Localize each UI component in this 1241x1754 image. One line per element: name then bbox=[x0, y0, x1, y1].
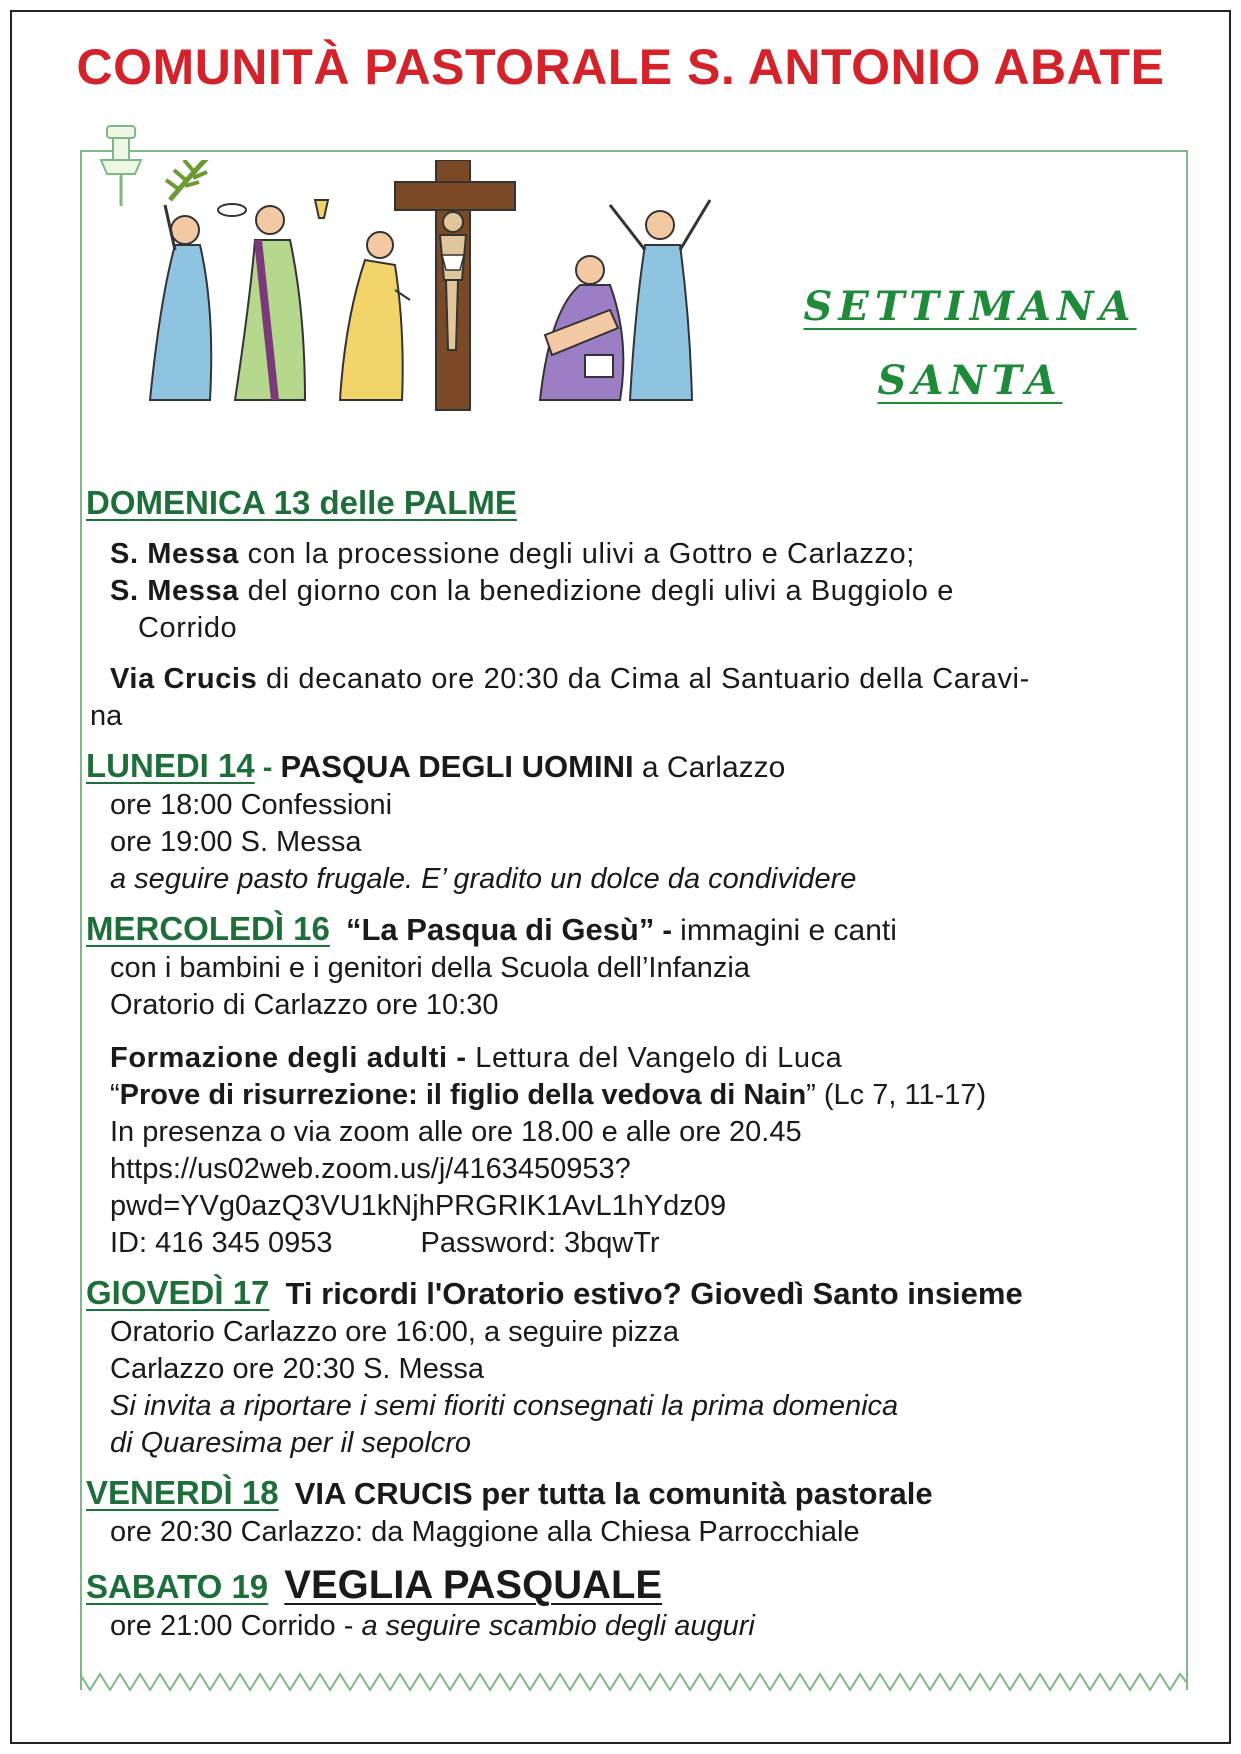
friday-line: ore 20:30 Carlazzo: da Maggione alla Chiesa Parrocchiale bbox=[110, 1516, 860, 1548]
via-crucis-text-cont: na bbox=[90, 700, 123, 732]
zigzag-border bbox=[80, 1672, 1188, 1694]
friday-heading: VENERDÌ 18 bbox=[86, 1474, 279, 1511]
wednesday-line: Oratorio di Carlazzo ore 10:30 bbox=[110, 989, 499, 1021]
formation-ref: ” (Lc 7, 11-17) bbox=[806, 1079, 987, 1111]
wednesday-line: con i bambini e i genitori della Scuola dell’Infanzia bbox=[110, 952, 750, 984]
thursday-line: Carlazzo ore 20:30 S. Messa bbox=[110, 1353, 484, 1385]
zoom-id: ID: 416 345 0953 bbox=[110, 1227, 333, 1259]
monday-line: ore 18:00 Confessioni bbox=[110, 789, 393, 821]
formation-line: In presenza o via zoom alle ore 18.00 e alle ore 20.45 bbox=[110, 1116, 802, 1148]
separator: - bbox=[254, 752, 281, 784]
thursday-line: Oratorio Carlazzo ore 16:00, a seguire pizza bbox=[110, 1316, 680, 1348]
via-crucis-text: di decanato ore 20:30 da Cima al Santuario della Caravi- bbox=[257, 663, 1030, 695]
thursday-note: Si invita a riportare i semi fioriti consegnati la prima domenica bbox=[110, 1390, 899, 1422]
thursday-event: Ti ricordi l'Oratorio estivo? Giovedì Santo insieme bbox=[285, 1276, 1023, 1311]
via-crucis-label: Via Crucis bbox=[110, 663, 258, 695]
formation-text: Lettura del Vangelo di Luca bbox=[475, 1042, 843, 1074]
saturday-event: VEGLIA PASQUALE bbox=[284, 1563, 663, 1607]
thursday-heading: GIOVEDÌ 17 bbox=[86, 1274, 270, 1311]
thursday-section bbox=[86, 1274, 1176, 1462]
wednesday-event: “La Pasqua di Gesù” bbox=[346, 912, 655, 947]
zoom-link[interactable]: https://us02web.zoom.us/j/4163450953? bbox=[110, 1153, 631, 1185]
friday-event: VIA CRUCIS per tutta la comunità pastorale bbox=[294, 1476, 933, 1511]
mass-text-cont: Corrido bbox=[138, 612, 238, 644]
formation-title: Prove di risurrezione: il figlio della vedova di Nain bbox=[119, 1079, 807, 1111]
monday-section bbox=[86, 747, 1176, 898]
quote-mark: “ bbox=[110, 1079, 120, 1111]
sunday-heading: DOMENICA 13 delle PALME bbox=[86, 484, 517, 521]
saturday-heading: SABATO 19 bbox=[86, 1568, 269, 1605]
thursday-note: di Quaresima per il sepolcro bbox=[110, 1427, 472, 1459]
mass-text: del giorno con la benedizione degli ulivi a Buggiolo e bbox=[238, 575, 954, 607]
mass-label: S. Messa bbox=[110, 575, 239, 607]
holy-week-banner bbox=[790, 270, 1150, 418]
monday-line: ore 19:00 S. Messa bbox=[110, 826, 362, 858]
separator: - bbox=[447, 1042, 476, 1074]
saturday-line: ore 21:00 Corrido - bbox=[110, 1610, 362, 1642]
zoom-password: Password: 3bqwTr bbox=[420, 1227, 660, 1259]
formation-label: Formazione degli adulti bbox=[110, 1042, 448, 1074]
monday-event: PASQUA DEGLI UOMINI bbox=[280, 749, 634, 784]
monday-note: a seguire pasto frugale. E’ gradito un dolce da condividere bbox=[110, 863, 857, 895]
sunday-section bbox=[86, 484, 1176, 735]
holy-week-illustration bbox=[140, 160, 800, 460]
wednesday-section bbox=[86, 910, 1176, 1262]
schedule bbox=[86, 484, 1176, 1657]
saturday-section bbox=[86, 1563, 1176, 1645]
banner-line-1: SETTIMANA bbox=[803, 283, 1137, 330]
friday-section bbox=[86, 1474, 1176, 1551]
wednesday-heading: MERCOLEDÌ 16 bbox=[86, 910, 330, 947]
banner-line-2: SANTA bbox=[877, 357, 1063, 404]
separator: - bbox=[654, 915, 681, 947]
zoom-link-cont[interactable]: pwd=YVg0azQ3VU1kNjhPRGRIK1AvL1hYdz09 bbox=[110, 1190, 727, 1222]
mass-text: con la processione degli ulivi a Gottro e Carlazzo; bbox=[238, 538, 915, 570]
saturday-note: a seguire scambio degli auguri bbox=[361, 1610, 755, 1642]
monday-place: a Carlazzo bbox=[633, 751, 786, 784]
mass-label: S. Messa bbox=[110, 538, 239, 570]
wednesday-event-text: immagini e canti bbox=[680, 914, 897, 947]
monday-heading: LUNEDI 14 bbox=[86, 747, 255, 784]
page-title: COMUNITÀ PASTORALE S. ANTONIO ABATE bbox=[76, 39, 1165, 95]
